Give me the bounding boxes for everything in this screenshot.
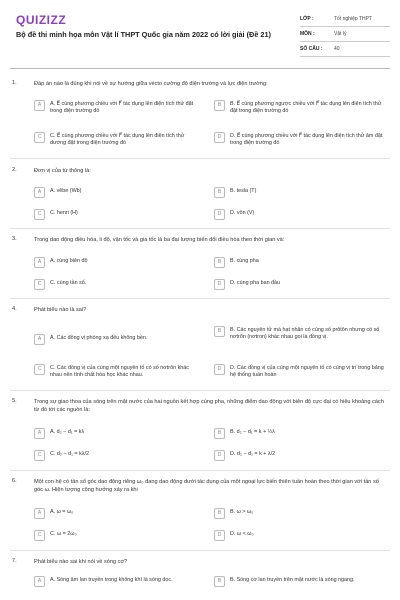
meta-value: Tốt nghiệp THPT bbox=[334, 16, 372, 22]
option-text: A. E⃗ cùng phương chiều với F⃗ tác dụng lên điện tích thử đặt trong điện trường đó bbox=[50, 101, 194, 114]
option-d[interactable] bbox=[214, 530, 384, 541]
option-text: A. cùng biên độ bbox=[50, 258, 88, 264]
option-c[interactable] bbox=[34, 209, 200, 220]
meta-row-count bbox=[300, 42, 390, 57]
divider bbox=[10, 390, 390, 391]
option-letter: A bbox=[34, 428, 45, 439]
divider bbox=[10, 228, 390, 229]
meta-key: MÔN : bbox=[300, 31, 315, 37]
option-text: D. cùng pha ban đầu bbox=[230, 280, 281, 286]
option-c[interactable] bbox=[34, 364, 200, 379]
option-letter: D bbox=[214, 279, 225, 290]
option-text: C. Các đồng vị của cùng một nguyên tố có số nơtrôn khác nhau nên tính chất hóa học khác nhau. bbox=[50, 365, 189, 378]
brand-logo: QUIZIZZ bbox=[16, 13, 67, 27]
option-a[interactable] bbox=[34, 576, 200, 587]
question-text: Một con hệ có tần số góc dao động riêng ω₀ đang dao động dưới tác dụng của một ngoại lực biến thiên tuần hoàn theo thời gian với tần số góc ω. Hiện tượng cộng hưởng xảy ra khi bbox=[34, 479, 379, 493]
option-letter: A bbox=[34, 508, 45, 519]
option-text: C. d₂ − d₁ = kλ/2 bbox=[50, 451, 89, 457]
meta-row-subject bbox=[300, 27, 390, 42]
option-a[interactable] bbox=[34, 428, 200, 439]
option-text: A. d₂ − d₁ = kλ bbox=[50, 429, 85, 435]
option-letter: D bbox=[214, 450, 225, 461]
header-divider bbox=[10, 68, 390, 69]
option-letter: B bbox=[214, 576, 225, 587]
question-text: Trong dao động điều hòa, li độ, vận tốc và gia tốc là ba đại lượng biến đổi điều hòa theo thời gian và: bbox=[34, 237, 285, 243]
option-text: B. E⃗ cùng phương ngược chiều với F⃗ tác dụng lên điện tích thử đặt trong điện trường đó bbox=[230, 101, 382, 114]
divider bbox=[10, 298, 390, 299]
question-text: Đơn vị của từ thông là: bbox=[34, 168, 91, 174]
meta-table bbox=[300, 12, 390, 57]
option-letter: D bbox=[214, 209, 225, 220]
option-d[interactable] bbox=[214, 279, 384, 290]
option-letter: C bbox=[34, 209, 45, 220]
meta-value: 40 bbox=[334, 46, 340, 52]
option-c[interactable] bbox=[34, 279, 200, 290]
option-a[interactable] bbox=[34, 100, 200, 115]
option-text: B. Sóng cơ lan truyền trên mặt nước là sóng ngang. bbox=[230, 577, 355, 583]
meta-row-class bbox=[300, 12, 390, 27]
option-letter: A bbox=[34, 187, 45, 198]
meta-key: LỚP : bbox=[300, 16, 314, 22]
option-text: D. E⃗ cùng phương chiều với F⃗ tác dụng lên điện tích thử âm đặt trong điện trường đó bbox=[230, 133, 383, 146]
option-letter: C bbox=[34, 530, 45, 541]
option-text: B. ω > ω₀ bbox=[230, 509, 254, 515]
option-text: B. cùng pha bbox=[230, 258, 259, 264]
option-text: B. d₂ − d₁ = k + ½λ bbox=[230, 429, 275, 435]
option-text: D. d₂ − d₁ = k + λ/2 bbox=[230, 451, 276, 457]
divider bbox=[10, 550, 390, 551]
option-b[interactable] bbox=[214, 326, 384, 341]
option-letter: B bbox=[214, 100, 225, 111]
option-text: A. Các đồng vị phóng xạ đều không bền. bbox=[50, 335, 148, 341]
option-letter: C bbox=[34, 279, 45, 290]
option-letter: B bbox=[214, 508, 225, 519]
question-text: Phát biểu nào là sai? bbox=[34, 307, 87, 313]
question-number: 2. bbox=[12, 167, 17, 173]
option-text: D. Các đồng vị của cùng một nguyên tố có cùng vị trí trong bảng hệ thống tuần hoàn bbox=[230, 365, 384, 378]
option-text: A. Sóng âm lan truyền trong không khí là sóng dọc. bbox=[50, 577, 173, 583]
option-text: C. ω = 2ω₀ bbox=[50, 531, 77, 537]
option-d[interactable] bbox=[214, 450, 384, 461]
question-text: Đáp án nào là đúng khi nói về sự hướng giữa vécto cường độ điện trường và lực điện trường: bbox=[34, 81, 268, 87]
option-a[interactable] bbox=[34, 257, 200, 268]
divider bbox=[10, 470, 390, 471]
page-title: Bộ đề thi minh họa môn Vật lí THPT Quốc gia năm 2022 có lời giải (Đề 21) bbox=[16, 30, 271, 39]
meta-value: Vật lý bbox=[334, 31, 347, 37]
option-letter: A bbox=[34, 100, 45, 111]
option-b[interactable] bbox=[214, 187, 384, 198]
option-text: C. cùng tần số. bbox=[50, 280, 87, 286]
option-a[interactable] bbox=[34, 508, 200, 519]
option-letter: C bbox=[34, 132, 45, 143]
option-letter: B bbox=[214, 428, 225, 439]
question-number: 5. bbox=[12, 398, 17, 404]
option-text: D. vôn (V) bbox=[230, 210, 255, 216]
question-number: 1. bbox=[12, 80, 17, 86]
option-text: C. henri (H) bbox=[50, 210, 78, 216]
question-number: 4. bbox=[12, 306, 17, 312]
option-text: D. ω < ω₀ bbox=[230, 531, 254, 537]
option-c[interactable] bbox=[34, 450, 200, 461]
option-text: A. ω = ω₀ bbox=[50, 509, 74, 515]
option-letter: B bbox=[214, 326, 225, 337]
option-b[interactable] bbox=[214, 428, 384, 439]
option-letter: D bbox=[214, 364, 225, 375]
option-a[interactable] bbox=[34, 187, 200, 198]
option-text: B. tesla (T) bbox=[230, 188, 257, 194]
divider bbox=[10, 158, 390, 159]
option-letter: C bbox=[34, 450, 45, 461]
option-letter: A bbox=[34, 257, 45, 268]
option-letter: A bbox=[34, 576, 45, 587]
option-text: B. Các nguyên tử mà hạt nhân có cùng số prôtôn nhưng có số nơtrôn (nơtron) khác nhau gọi là đồng vị. bbox=[230, 327, 380, 340]
option-d[interactable] bbox=[214, 209, 384, 220]
option-a[interactable] bbox=[34, 334, 200, 345]
option-letter: B bbox=[214, 187, 225, 198]
option-letter: D bbox=[214, 530, 225, 541]
question-text: Phát biểu nào sai khi nói về sóng cơ? bbox=[34, 559, 128, 565]
question-text: Trong sự giao thoa của sóng trên mặt nước của hai nguồn kết hợp cùng pha, những điểm dao động với biên độ cực đại có hiệu khoảng cách từ đó tới các nguồn là: bbox=[34, 399, 384, 413]
option-b[interactable] bbox=[214, 508, 384, 519]
question-number: 3. bbox=[12, 236, 17, 242]
question-number: 7. bbox=[12, 558, 17, 564]
option-letter: D bbox=[214, 132, 225, 143]
option-letter: C bbox=[34, 364, 45, 375]
option-c[interactable] bbox=[34, 132, 200, 147]
option-b[interactable] bbox=[214, 100, 384, 115]
meta-key: SỐ CÂU : bbox=[300, 46, 323, 52]
option-text: C. E⃗ cùng phương chiều với F⃗ tác dụng lên điện tích thử dương đặt trong điện trường đó bbox=[50, 133, 185, 146]
option-letter: B bbox=[214, 257, 225, 268]
option-d[interactable] bbox=[214, 132, 384, 147]
option-text: A. vêbe (Wb) bbox=[50, 188, 82, 194]
question-number: 6. bbox=[12, 478, 17, 484]
option-b[interactable] bbox=[214, 576, 384, 587]
option-b[interactable] bbox=[214, 257, 384, 268]
option-d[interactable] bbox=[214, 364, 384, 379]
option-letter: A bbox=[34, 334, 45, 345]
option-c[interactable] bbox=[34, 530, 200, 541]
